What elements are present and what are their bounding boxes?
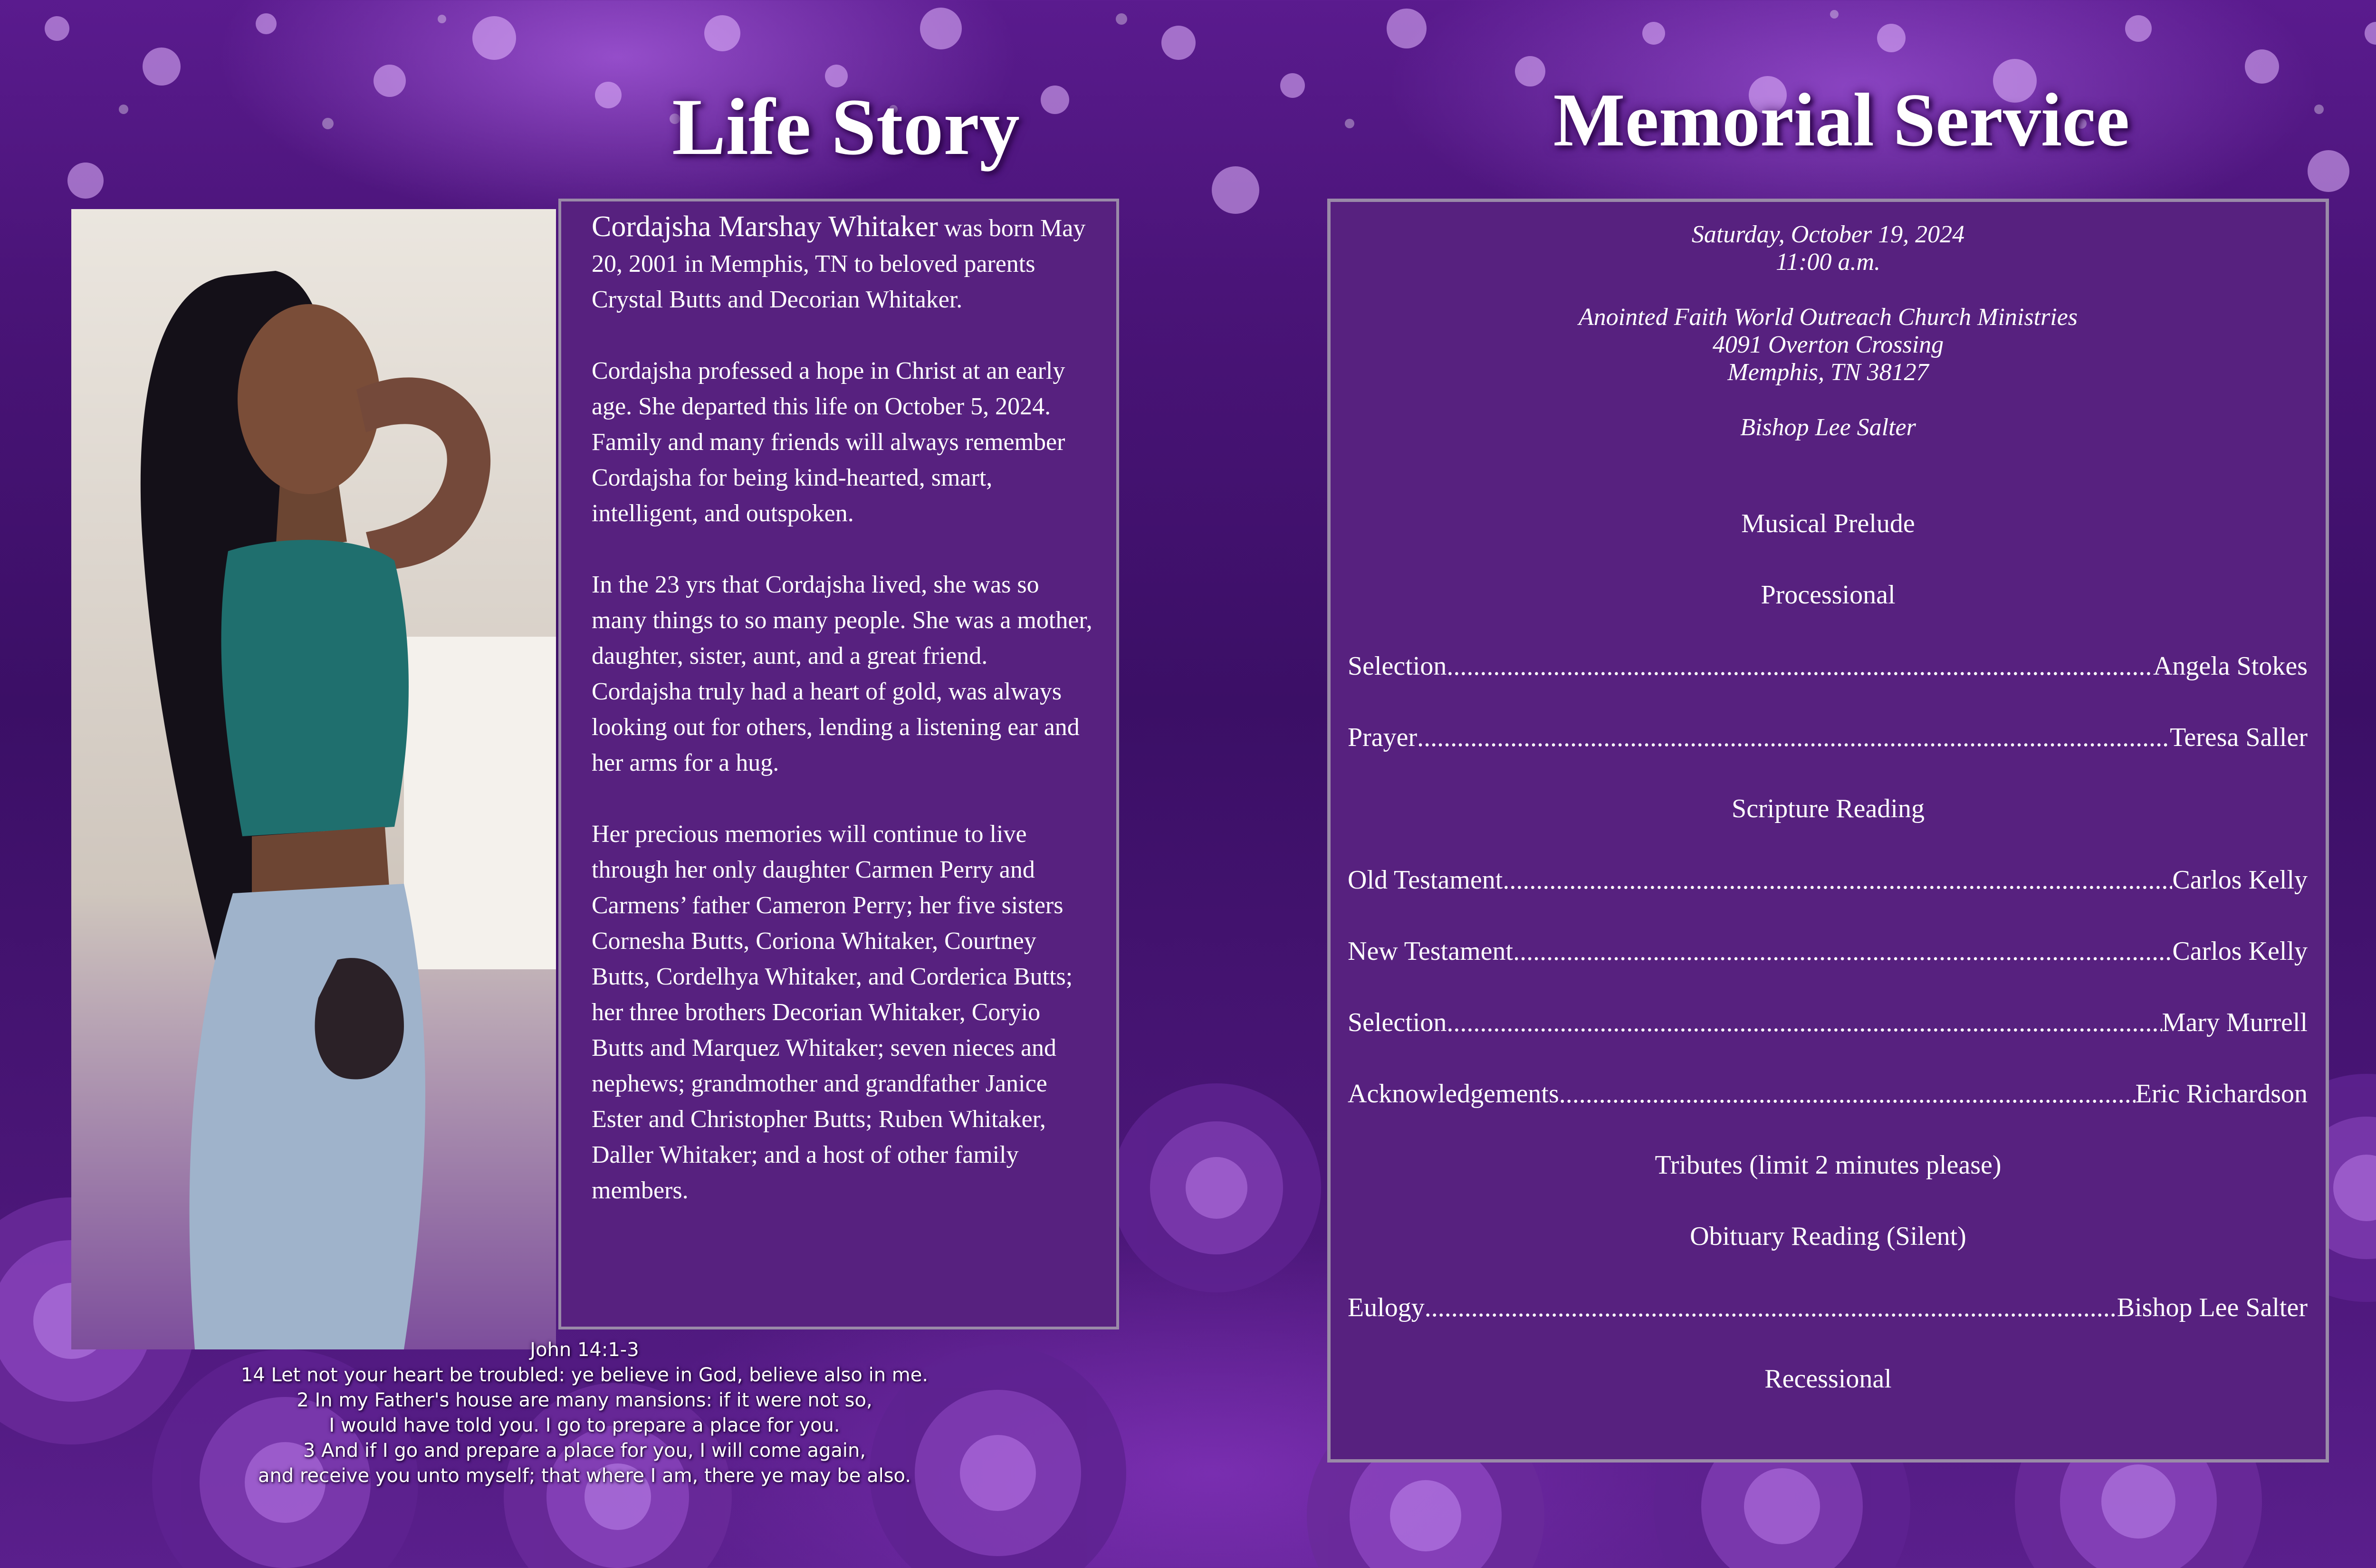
story-paragraph: Her precious memories will continue to live through her only daughter Carmen Perry and Carmens’ father Cameron Perry; her five sisters Cornesha Butts, Coriona Whitaker, Courtney Butts, Cordelhya Whitaker, and Corderica Butts; her three brothers Decorian Whitaker, Coryio Butts and Marquez Whitaker; seven nieces and nephews; grandmother and grandfather Janice Ester and Christopher Butts; Ruben Whitaker, Daller Whitaker; and a host of other family members. [592,821,1073,1204]
program-item: Musical Prelude [1741,509,1915,538]
scripture-line: 2 In my Father's house are many mansions: if it were not so, [297,1389,872,1411]
portrait-photo [71,209,556,1349]
story-paragraph: Cordajsha professed a hope in Christ at an early age. She departed this life on October 5, 2024. Family and many friends will always remember Cordajsha for being kind-hearted, smart, intelligent, and outspoken. [592,357,1065,527]
service-city: Memphis, TN 38127 [1727,359,1929,386]
program-row [1348,1293,2308,1322]
program-row [1348,937,2308,966]
life-story-title: Life Story [672,82,1020,172]
program-row-label: New Testament [1348,937,1514,966]
story-intro-text: was born May 20, 2001 in Memphis, TN to beloved parents Crystal Butts and Decorian Whitaker. [592,215,1086,313]
program-row-label: Old Testament [1348,865,1503,895]
decedent-name: Cordajsha Marshay Whitaker [592,210,938,243]
scripture-line: I would have told you. I go to prepare a place for you. [329,1415,840,1436]
scripture-line: 14 Let not your heart be troubled: ye believe in God, believe also in me. [240,1364,929,1386]
service-address: 4091 Overton Crossing [1712,331,1944,358]
scripture-passage [181,1338,988,1489]
program-row-name: Teresa Saller [2170,723,2308,752]
program-row [1348,1079,2308,1109]
program-row [1348,1008,2308,1037]
program-row-name: Eric Richardson [2135,1079,2308,1109]
program-item: Scripture Reading [1732,794,1925,823]
program-item: Obituary Reading (Silent) [1690,1222,1966,1251]
program-item: Recessional [1764,1364,1892,1394]
memorial-service-title: Memorial Service [1553,77,2130,162]
scripture-line: and receive you unto myself; that where I am, there ye may be also. [258,1465,911,1487]
program-item: Tributes (limit 2 minutes please) [1655,1150,2002,1180]
memorial-service-panel [1327,199,2329,1463]
life-story-panel [558,199,1119,1329]
program-row [1348,651,2308,681]
program-row-name: Mary Murrell [2162,1008,2308,1037]
program-row-label: Prayer [1348,723,1418,752]
service-officiant: Bishop Lee Salter [1740,414,1916,441]
scripture-reference: John 14:1-3 [530,1339,639,1361]
scripture-line: 3 And if I go and prepare a place for you, I will come again, [303,1440,866,1462]
portrait-figure [71,209,556,1349]
program-row-label: Selection [1348,1008,1447,1037]
program-row-name: Angela Stokes [2153,651,2308,681]
service-time: 11:00 a.m. [1775,249,1880,276]
program-row-name: Carlos Kelly [2172,865,2308,895]
program-row-name: Carlos Kelly [2172,937,2308,966]
service-venue: Anointed Faith World Outreach Church Ministries [1578,304,2078,331]
program-item: Processional [1761,580,1896,610]
story-intro [592,209,1092,317]
program-row [1348,865,2308,895]
service-date: Saturday, October 19, 2024 [1691,221,1965,248]
program-row-label: Acknowledgements [1348,1079,1559,1109]
program-row-label: Selection [1348,651,1447,681]
program-row [1348,723,2308,752]
story-paragraph: In the 23 yrs that Cordajsha lived, she was so many things to so many people. She was a mother, daughter, sister, aunt, and a great friend. Cordajsha truly had a heart of gold, was always looking out for others, lending a listening ear and her arms for a hug. [592,571,1092,776]
program-row-label: Eulogy [1348,1293,1425,1322]
program-row-name: Bishop Lee Salter [2117,1293,2308,1322]
